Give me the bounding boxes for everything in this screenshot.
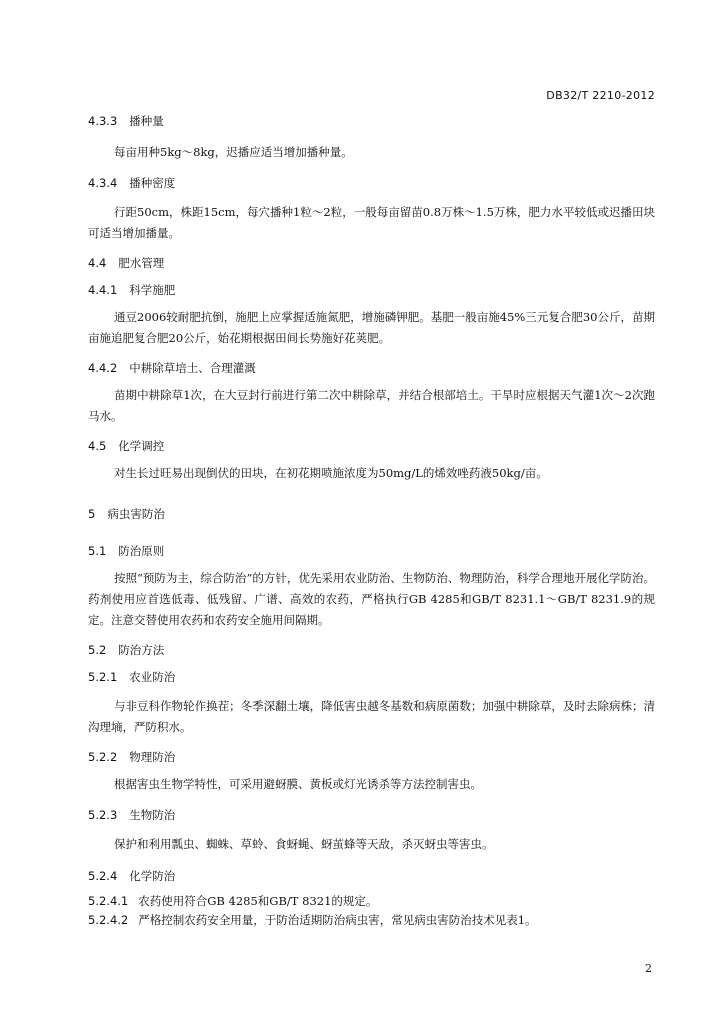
paragraph-seeding-rate: 每亩用种5kg～8kg，迟播应适当增加播种量。 — [114, 145, 353, 159]
paragraph-agricultural-control: 与非豆科作物轮作换茬；冬季深翻土壤，降低害虫越冬基数和病原菌数；加强中耕除草，及时去除病株；清沟理墒，严防积水。 — [88, 699, 655, 734]
section-heading-4-3-4: 4.3.4 播种密度 — [88, 176, 176, 190]
document-code: DB32/T 2210-2012 — [546, 89, 655, 102]
section-heading-5-2-1: 5.2.1 农业防治 — [88, 670, 176, 684]
section-heading-5-2-3: 5.2.3 生物防治 — [88, 808, 176, 822]
section-heading-5-1: 5.1 防治原则 — [88, 544, 165, 558]
section-heading-4-5: 4.5 化学调控 — [88, 439, 165, 453]
paragraph-chemical-regulation: 对生长过旺易出现倒伏的田块，在初花期喷施浓度为50mg/L的烯效唑药液50kg/亩。 — [114, 466, 548, 480]
document-body — [88, 110, 655, 931]
paragraph-fertilization: 通豆2006较耐肥抗倒，施肥上应掌握适施氮肥，增施磷钾肥。基肥一般亩施45%三元复合肥30公斤，苗期亩施追肥复合肥20公斤，始花期根据田间长势施好花荚肥。 — [88, 310, 655, 345]
paragraph-seeding-density: 行距50cm，株距15cm，每穴播种1粒～2粒，一般每亩留苗0.8万株～1.5万株，肥力水平较低或迟播田块可适当增加播量。 — [88, 205, 655, 240]
section-heading-5-2-2: 5.2.2 物理防治 — [88, 750, 176, 764]
section-heading-4-4: 4.4 肥水管理 — [88, 256, 165, 270]
section-heading-4-3-3: 4.3.3 播种量 — [88, 114, 164, 128]
section-heading-5-2: 5.2 防治方法 — [88, 643, 165, 657]
clause-5-2-4-2: 5.2.4.2 严格控制农药安全用量，于防治适期防治病虫害，常见病虫害防治技术见表1。 — [88, 913, 537, 927]
section-heading-5: 5 病虫害防治 — [88, 507, 165, 521]
clause-5-2-4-1: 5.2.4.1 农药使用符合GB 4285和GB/T 8321的规定。 — [88, 894, 378, 908]
paragraph-physical-control: 根据害虫生物学特性，可采用避蚜膜、黄板或灯光诱杀等方法控制害虫。 — [114, 777, 482, 791]
section-heading-4-4-1: 4.4.1 科学施肥 — [88, 283, 176, 297]
paragraph-biological-control: 保护和利用瓢虫、蜘蛛、草蛉、食蚜蝇、蚜茧蜂等天敌，杀灭蚜虫等害虫。 — [114, 837, 494, 851]
section-heading-4-4-2: 4.4.2 中耕除草培土、合理灌溉 — [88, 361, 256, 375]
page-number: 2 — [645, 962, 652, 975]
paragraph-control-principles: 按照“预防为主，综合防治”的方针，优先采用农业防治、生物防治、物理防治，科学合理地开展化学防治。药剂使用应首选低毒、低残留、广谱、高效的农药，严格执行GB 4285和GB/T 8231.1～GB/T 8231.9的规定。注意交替使用农药和农药安全施用间隔期。 — [88, 571, 655, 627]
section-heading-5-2-4: 5.2.4 化学防治 — [88, 869, 176, 883]
paragraph-weeding-irrigation: 苗期中耕除草1次，在大豆封行前进行第二次中耕除草，并结合根部培土。干旱时应根据天气灌1次～2次跑马水。 — [88, 388, 655, 423]
